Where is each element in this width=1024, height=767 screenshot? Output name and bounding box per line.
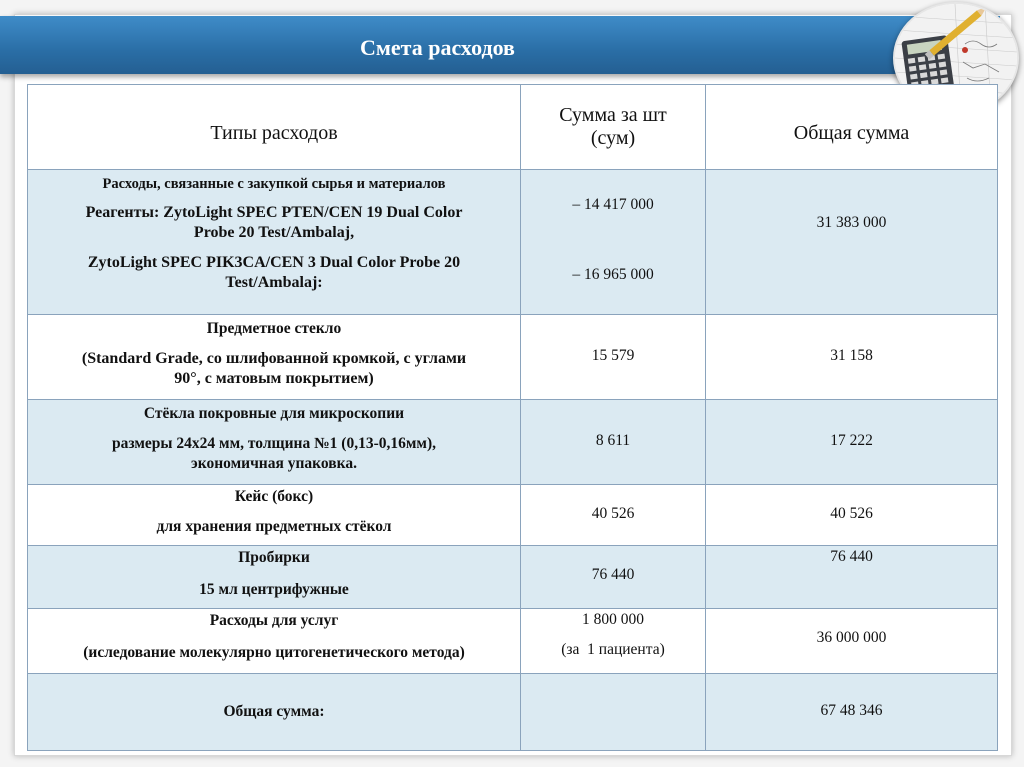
table-header-row bbox=[28, 85, 998, 170]
expense-type-cell: Расходы, связанные с закупкой сырья и материалов Реагенты: ZytoLight SPEC PTEN/CEN 19 Dual Color Probe 20 Test/Ambalaj, ZytoLight SPEC PIK3CA/CEN 3 Dual Color Probe 20 Test/Ambalaj: bbox=[28, 170, 521, 315]
table-row bbox=[28, 400, 998, 485]
expense-type-cell: Стёкла покровные для микроскопии размеры 24х24 мм, толщина №1 (0,13-0,16мм), экономичная упаковка. bbox=[28, 400, 521, 485]
header-unit-price: Сумма за шт (сум) bbox=[521, 85, 706, 170]
expense-type-cell: Общая сумма: bbox=[28, 674, 521, 751]
total-cell: 36 000 000 bbox=[706, 609, 998, 674]
expense-type-cell: Расходы для услуг (иследование молекулярно цитогенетического метода) bbox=[28, 609, 521, 674]
table-row bbox=[28, 170, 998, 315]
expense-type-cell: Предметное стекло (Standard Grade, со шлифованной кромкой, с углами 90°, с матовым покрытием) bbox=[28, 315, 521, 400]
table-row bbox=[28, 674, 998, 751]
total-cell: 40 526 bbox=[706, 485, 998, 546]
title-bar bbox=[0, 16, 1000, 74]
unit-price-cell: 76 440 bbox=[521, 546, 706, 609]
table-row bbox=[28, 485, 998, 546]
expense-type-cell: Пробирки 15 мл центрифужные bbox=[28, 546, 521, 609]
expense-table bbox=[27, 84, 998, 751]
unit-price-cell: 1 800 000 (за 1 пациента) bbox=[521, 609, 706, 674]
header-expense-type: Типы расходов bbox=[28, 85, 521, 170]
unit-price-cell: – 14 417 000 – 16 965 000 bbox=[521, 170, 706, 315]
total-cell: 31 383 000 bbox=[706, 170, 998, 315]
slide-title: Смета расходов bbox=[360, 35, 515, 60]
unit-price-cell: 40 526 bbox=[521, 485, 706, 546]
table-row bbox=[28, 609, 998, 674]
unit-price-cell bbox=[521, 674, 706, 751]
total-cell: 17 222 bbox=[706, 400, 998, 485]
table-row bbox=[28, 315, 998, 400]
header-total: Общая сумма bbox=[706, 85, 998, 170]
total-cell: 31 158 bbox=[706, 315, 998, 400]
unit-price-cell: 15 579 bbox=[521, 315, 706, 400]
total-cell: 67 48 346 bbox=[706, 674, 998, 751]
expense-type-cell: Кейс (бокс) для хранения предметных стёкол bbox=[28, 485, 521, 546]
total-cell: 76 440 bbox=[706, 546, 998, 609]
table-row bbox=[28, 546, 998, 609]
unit-price-cell: 8 611 bbox=[521, 400, 706, 485]
